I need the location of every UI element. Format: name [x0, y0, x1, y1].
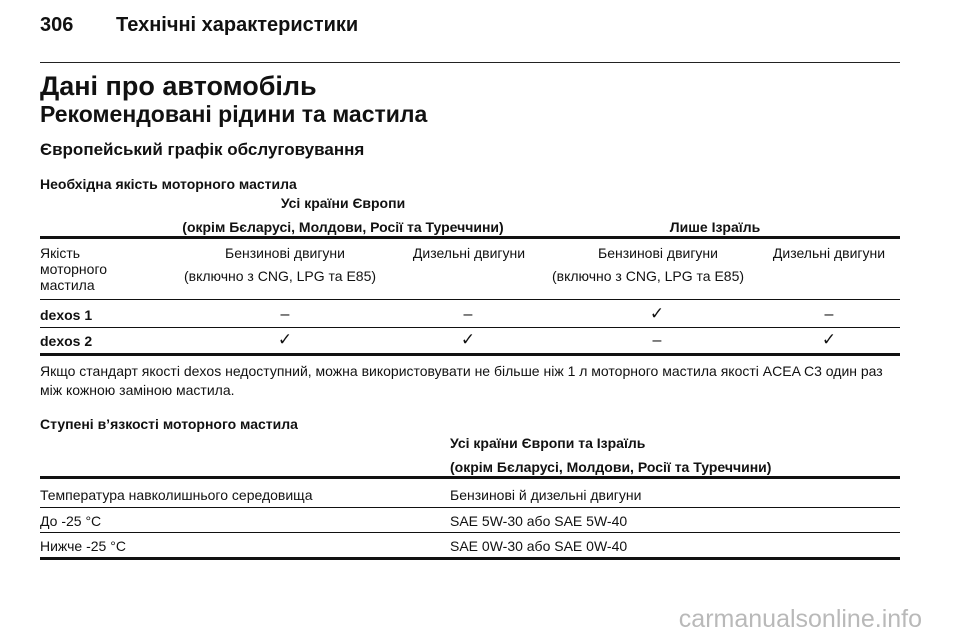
row-label-line-1: Якість	[40, 245, 81, 261]
row-label-dexos1: dexos 1	[40, 307, 93, 323]
chapter-title: Технічні характеристики	[116, 14, 359, 36]
viscosity-heading: Ступені в’язкості моторного мастила	[40, 416, 298, 432]
page-number: 306	[40, 14, 74, 36]
row-label-dexos2: dexos 2	[40, 333, 93, 349]
table-rule	[40, 507, 900, 508]
check-icon: ✓	[277, 330, 293, 349]
viscosity-group-line2: (окрім Бєларусі, Молдови, Росії та Туреччини)	[450, 459, 772, 475]
col-header-petrol-europe: Бензинові двигуни	[225, 245, 345, 261]
col-header-engines: Бензинові й дизельні двигуни	[450, 487, 642, 503]
viscosity-group-line1: Усі країни Європи та Ізраїль	[450, 435, 646, 451]
cell-dexos2-petrol-israel: –	[652, 332, 662, 349]
table-rule	[40, 327, 900, 328]
table-rule	[40, 532, 900, 533]
petrol-note-europe: (включно з CNG, LPG та E85)	[183, 268, 377, 284]
petrol-note-israel: (включно з CNG, LPG та E85)	[551, 268, 745, 284]
running-header	[40, 14, 358, 37]
row-label-line-2: моторного	[40, 261, 108, 277]
temp-row-1: До -25 °C	[40, 513, 102, 529]
grade-row-1: SAE 5W-30 або SAE 5W-40	[450, 513, 628, 529]
temp-row-2: Нижче -25 °C	[40, 538, 126, 554]
col-header-petrol-israel: Бензинові двигуни	[598, 245, 718, 261]
grade-row-2: SAE 0W-30 або SAE 0W-40	[450, 538, 628, 554]
group-europe-line2: (окрім Бєларусі, Молдови, Росії та Туреччини)	[182, 219, 504, 235]
col-header-diesel-israel: Дизельні двигуни	[772, 245, 886, 261]
col-header-temperature: Температура навколишнього середовища	[40, 487, 313, 503]
col-header-diesel-europe: Дизельні двигуни	[412, 245, 526, 261]
table-rule	[40, 299, 900, 300]
page-title: Дані про автомобіль	[40, 71, 317, 101]
cell-dexos1-petrol-europe: –	[280, 306, 290, 323]
table-rule	[40, 557, 900, 560]
check-icon: ✓	[649, 304, 665, 323]
watermark: carmanualsonline.info	[678, 605, 922, 633]
table-rule	[40, 476, 900, 479]
cell-dexos1-diesel-europe: –	[463, 306, 473, 323]
check-icon: ✓	[821, 330, 837, 349]
dexos-note: Якщо стандарт якості dexos недоступний, можна використовувати не більше ніж 1 л моторного мастила якості ACEA C3 один раз між кожною заміною мастила.	[40, 363, 883, 398]
table-rule	[40, 353, 900, 356]
table-rule	[40, 236, 900, 239]
section-heading: Європейський графік обслуговування	[40, 140, 365, 159]
cell-dexos1-diesel-israel: –	[824, 306, 834, 323]
oil-quality-heading: Необхідна якість моторного мастила	[40, 176, 297, 192]
group-europe-line1: Усі країни Європи	[280, 195, 406, 211]
group-israel: Лише Ізраїль	[669, 219, 761, 235]
check-icon: ✓	[460, 330, 476, 349]
row-label-line-3: мастила	[40, 277, 95, 293]
page-subtitle: Рекомендовані рідини та мастила	[40, 101, 428, 127]
header-rule	[40, 62, 900, 63]
